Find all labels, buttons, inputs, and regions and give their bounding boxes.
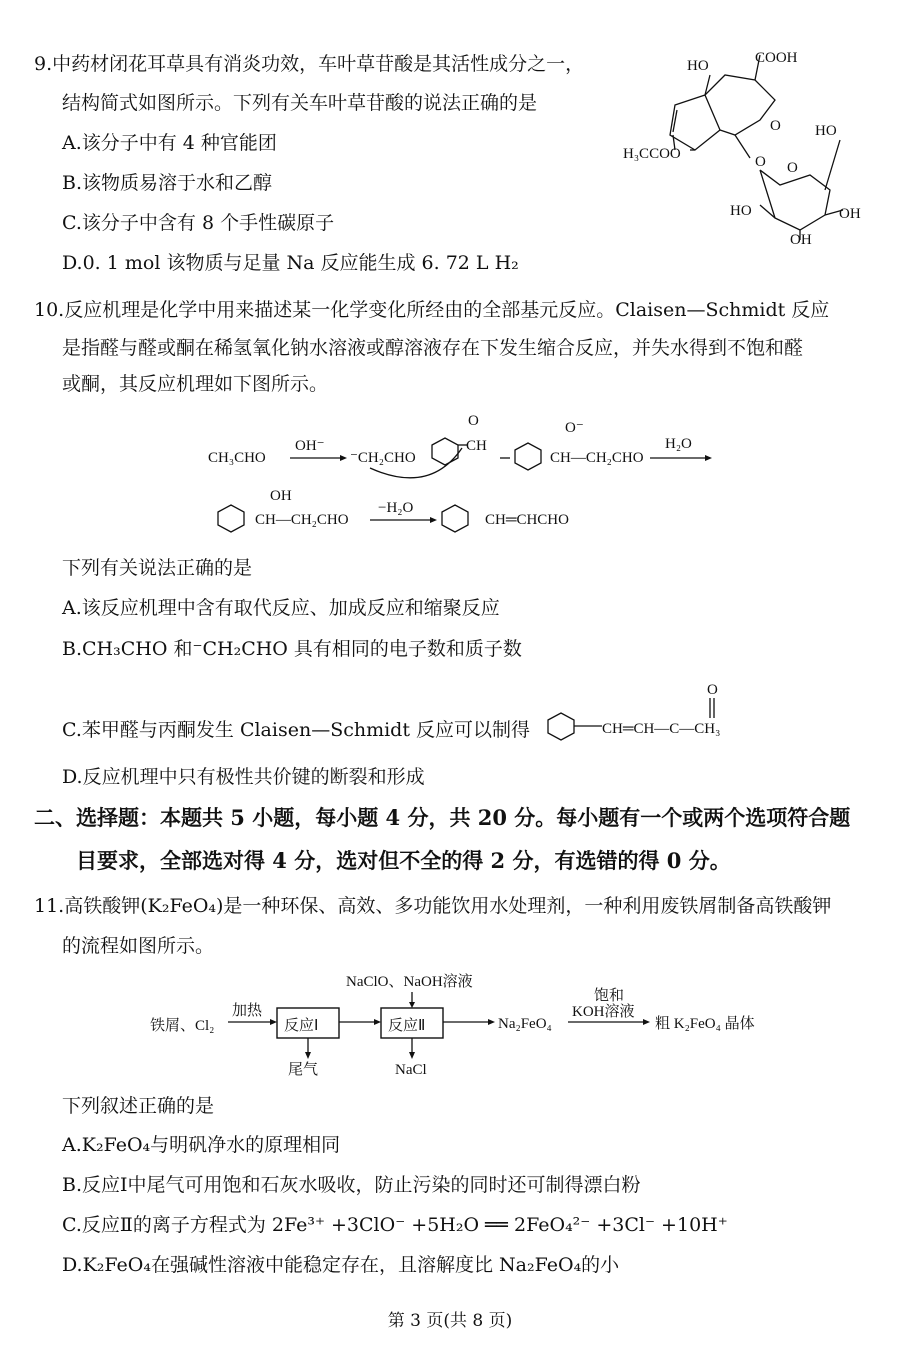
- q10-mechanism-diagram: [200, 400, 740, 540]
- flow-reagent: NaClO、NaOH溶液: [346, 974, 473, 990]
- mech-carbonyl-o: O: [468, 413, 479, 429]
- optc-oxygen: O: [707, 682, 718, 698]
- flow-nacl: NaCl: [395, 1062, 427, 1078]
- q10-option-c: C.苯甲醛与丙酮发生 Claisen—Schmidt 反应可以制得: [62, 719, 531, 741]
- q9-acetate: H₃CCOO: [623, 146, 681, 162]
- flow-start: 铁屑、Cl₂: [150, 1018, 215, 1034]
- q9-oh-bottom: OH: [790, 232, 812, 248]
- q9-sugar-oxygen: O: [787, 160, 798, 176]
- flow-box1: 反应Ⅰ: [284, 1018, 319, 1034]
- mech-product: CH═CHCHO: [485, 512, 569, 528]
- mech-carbanion: ⁻CH₂CHO: [350, 450, 416, 466]
- q10-option-c-structure: [540, 678, 800, 748]
- flow-product: 粗 K₂FeO₄ 晶体: [655, 1016, 755, 1032]
- flow-koh: KOH溶液: [572, 1004, 635, 1020]
- q11-option-b: B.反应Ⅰ中尾气可用饱和石灰水吸收，防止污染的同时还可制得漂白粉: [62, 1174, 641, 1196]
- q9-ho-right: HO: [815, 123, 837, 139]
- q11-flowchart: [150, 970, 810, 1080]
- q9-cooh: COOH: [755, 50, 798, 66]
- flow-heat: 加热: [232, 1003, 263, 1019]
- q11-stem-line2: 的流程如图所示。: [62, 935, 215, 957]
- flow-box2: 反应Ⅱ: [388, 1018, 426, 1034]
- page-footer: 第 3 页(共 8 页): [387, 1311, 513, 1331]
- q10-stem-line2: 是指醛与醛或酮在稀氢氧化钠水溶液或醇溶液存在下发生缩合反应，并失水得到不饱和醛: [62, 337, 804, 359]
- q10-option-a: A.该反应机理中含有取代反应、加成反应和缩聚反应: [62, 597, 500, 619]
- q11-stem-line1: 11.高铁酸钾(K₂FeO₄)是一种环保、高效、多功能饮用水处理剂，一种利用废铁屑制备高铁酸钾: [34, 895, 832, 917]
- mech-chain2: CH—CH₂CHO: [255, 512, 349, 528]
- q9-structure-diagram: [615, 40, 895, 260]
- optc-chain: CH═CH—C—CH₃: [602, 721, 721, 737]
- mech-ch: CH: [466, 438, 487, 454]
- q9-ho-top: HO: [687, 58, 709, 74]
- mech-hydroxide: OH⁻: [295, 438, 325, 454]
- q9-stem-line1: 9.中药材闭花耳草具有消炎功效，车叶草苷酸是其活性成分之一，: [34, 53, 585, 75]
- flow-saturated: 饱和: [594, 988, 625, 1004]
- q10-option-d: D.反应机理中只有极性共价键的断裂和形成: [62, 766, 425, 788]
- q10-question: 下列有关说法正确的是: [62, 557, 253, 579]
- q9-oh-far: OH: [839, 206, 861, 222]
- q9-option-d: D.0. 1 mol 该物质与足量 Na 反应能生成 6. 72 L H₂: [62, 252, 519, 274]
- q11-question: 下列叙述正确的是: [62, 1095, 215, 1117]
- q11-option-c: C.反应Ⅱ的离子方程式为 2Fe³⁺ +3ClO⁻ +5H₂O ══ 2FeO₄²⁻ +3Cl⁻ +10H⁺: [62, 1214, 728, 1236]
- q9-link-oxygen: O: [755, 154, 766, 170]
- q9-ho-left: HO: [730, 203, 752, 219]
- mech-water: H₂O: [665, 436, 692, 452]
- mech-chain1: CH—CH₂CHO: [550, 450, 644, 466]
- q10-stem-line3: 或酮，其反应机理如下图所示。: [62, 373, 329, 395]
- q9-option-a: A.该分子中有 4 种官能团: [62, 132, 277, 154]
- flow-na2feo4: Na₂FeO₄: [498, 1016, 552, 1032]
- q9-option-c: C.该分子中含有 8 个手性碳原子: [62, 212, 335, 234]
- q9-stem-line2: 结构简式如图所示。下列有关车叶草苷酸的说法正确的是: [62, 92, 538, 114]
- mech-acetaldehyde: CH₃CHO: [208, 450, 266, 466]
- mech-hydroxyl: OH: [270, 488, 292, 504]
- mech-alkoxide: O⁻: [565, 420, 584, 436]
- q9-ring-oxygen: O: [770, 118, 781, 134]
- q9-option-b: B.该物质易溶于水和乙醇: [62, 172, 273, 194]
- q11-option-d: D.K₂FeO₄在强碱性溶液中能稳定存在，且溶解度比 Na₂FeO₄的小: [62, 1254, 620, 1276]
- mech-dehydration: −H₂O: [378, 500, 414, 516]
- section2-heading-line2: 目要求，全部选对得 4 分，选对但不全的得 2 分，有选错的得 0 分。: [76, 848, 731, 873]
- q10-option-b: B.CH₃CHO 和⁻CH₂CHO 具有相同的电子数和质子数: [62, 638, 522, 660]
- section2-heading-line1: 二、选择题：本题共 5 小题，每小题 4 分，共 20 分。每小题有一个或两个选项符合题: [34, 805, 851, 830]
- flow-tailgas: 尾气: [288, 1062, 319, 1078]
- q11-option-a: A.K₂FeO₄与明矾净水的原理相同: [62, 1134, 341, 1156]
- q10-stem-line1: 10.反应机理是化学中用来描述某一化学变化所经由的全部基元反应。Claisen—Schmidt 反应: [34, 299, 830, 321]
